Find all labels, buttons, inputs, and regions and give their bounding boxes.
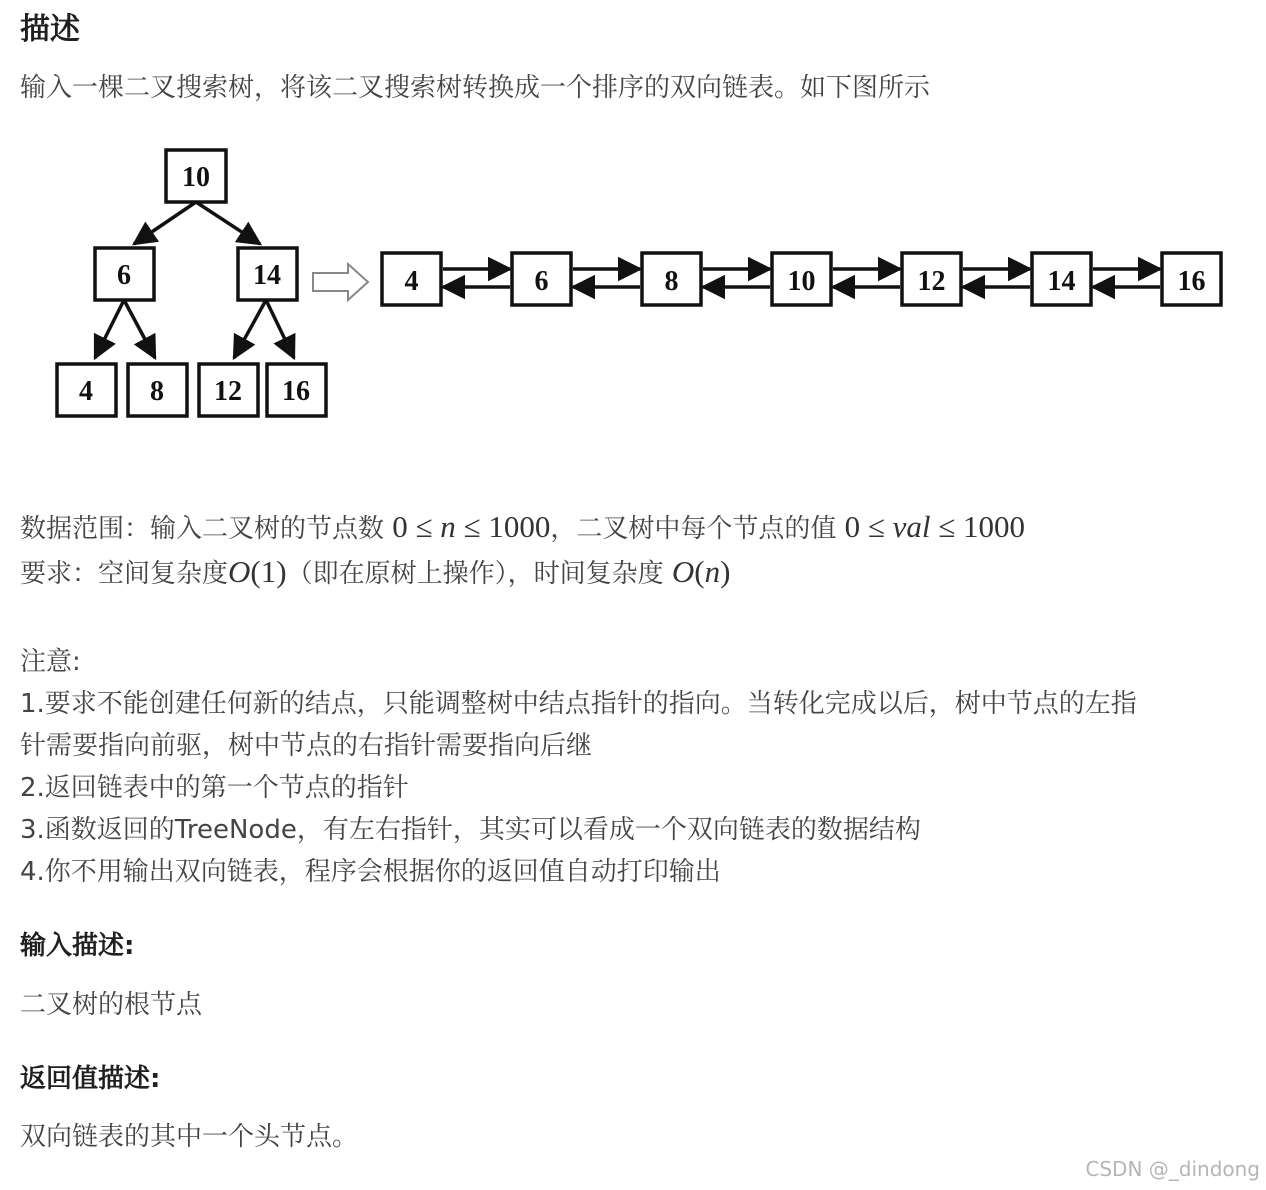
range-prefix: 数据范围：输入二叉树的节点数 [20, 514, 385, 544]
tree-leaf: 8 [150, 376, 164, 407]
note-2: 2.返回链表中的第一个节点的指针 [20, 773, 409, 803]
time-complexity: O(n) [671, 554, 731, 589]
req-prefix: 要求：空间复杂度 [20, 559, 229, 589]
return-desc-text: 双向链表的其中一个头节点。 [20, 1122, 359, 1152]
bst-to-list-diagram [0, 0, 1266, 440]
tree-leaf: 12 [214, 376, 242, 407]
intro-text: 输入一棵二叉搜索树，将该二叉搜索树转换成一个排序的双向链表。如下图所示 [20, 73, 931, 103]
list-node-label: 12 [917, 266, 946, 297]
return-desc-title: 返回值描述: [20, 1064, 161, 1094]
list-node-label: 8 [664, 266, 679, 297]
note-1-line-2: 针需要指向前驱，树中节点的右指针需要指向后继 [20, 731, 593, 761]
tree-edge [196, 202, 260, 244]
list-node-label: 6 [534, 266, 549, 297]
transform-arrow-icon [313, 264, 368, 300]
note-1-line-1: 1.要求不能创建任何新的结点，只能调整树中结点指针的指向。当转化完成以后，树中节点的左指 [20, 689, 1137, 719]
range-expr-n: 0 ≤ n ≤ 1000 [392, 509, 551, 544]
section-heading: 描述 [20, 12, 80, 47]
list-node-label: 4 [404, 266, 419, 297]
watermark: CSDN @_dindong [1085, 1157, 1260, 1181]
tree-leaf: 4 [79, 376, 93, 407]
list-node-label: 16 [1177, 266, 1206, 297]
tree-node-left: 6 [117, 260, 131, 291]
tree-edge [266, 300, 294, 358]
tree-edge [134, 202, 196, 244]
tree-node-root: 10 [182, 162, 210, 193]
list-node-label: 10 [787, 266, 816, 297]
tree-edge [124, 300, 155, 358]
list-node-label: 14 [1047, 266, 1076, 297]
input-desc-title: 输入描述: [20, 931, 135, 961]
note-4: 4.你不用输出双向链表，程序会根据你的返回值自动打印输出 [20, 857, 721, 887]
space-complexity: O(1) [228, 554, 287, 589]
tree-leaf: 16 [282, 376, 310, 407]
note-3: 3.函数返回的TreeNode，有左右指针，其实可以看成一个双向链表的数据结构 [20, 815, 921, 845]
requirement-line [20, 553, 730, 590]
tree-node-right: 14 [253, 260, 281, 291]
tree-edge [95, 300, 124, 358]
input-desc-text: 二叉树的根节点 [20, 990, 203, 1020]
range-expr-val: 0 ≤ val ≤ 1000 [844, 509, 1025, 544]
notes-title: 注意: [20, 647, 81, 677]
req-mid: （即在原树上操作），时间复杂度 [286, 559, 664, 589]
tree-edge [234, 300, 266, 358]
range-mid: ，二叉树中每个节点的值 [550, 514, 837, 544]
range-line [20, 508, 1025, 545]
